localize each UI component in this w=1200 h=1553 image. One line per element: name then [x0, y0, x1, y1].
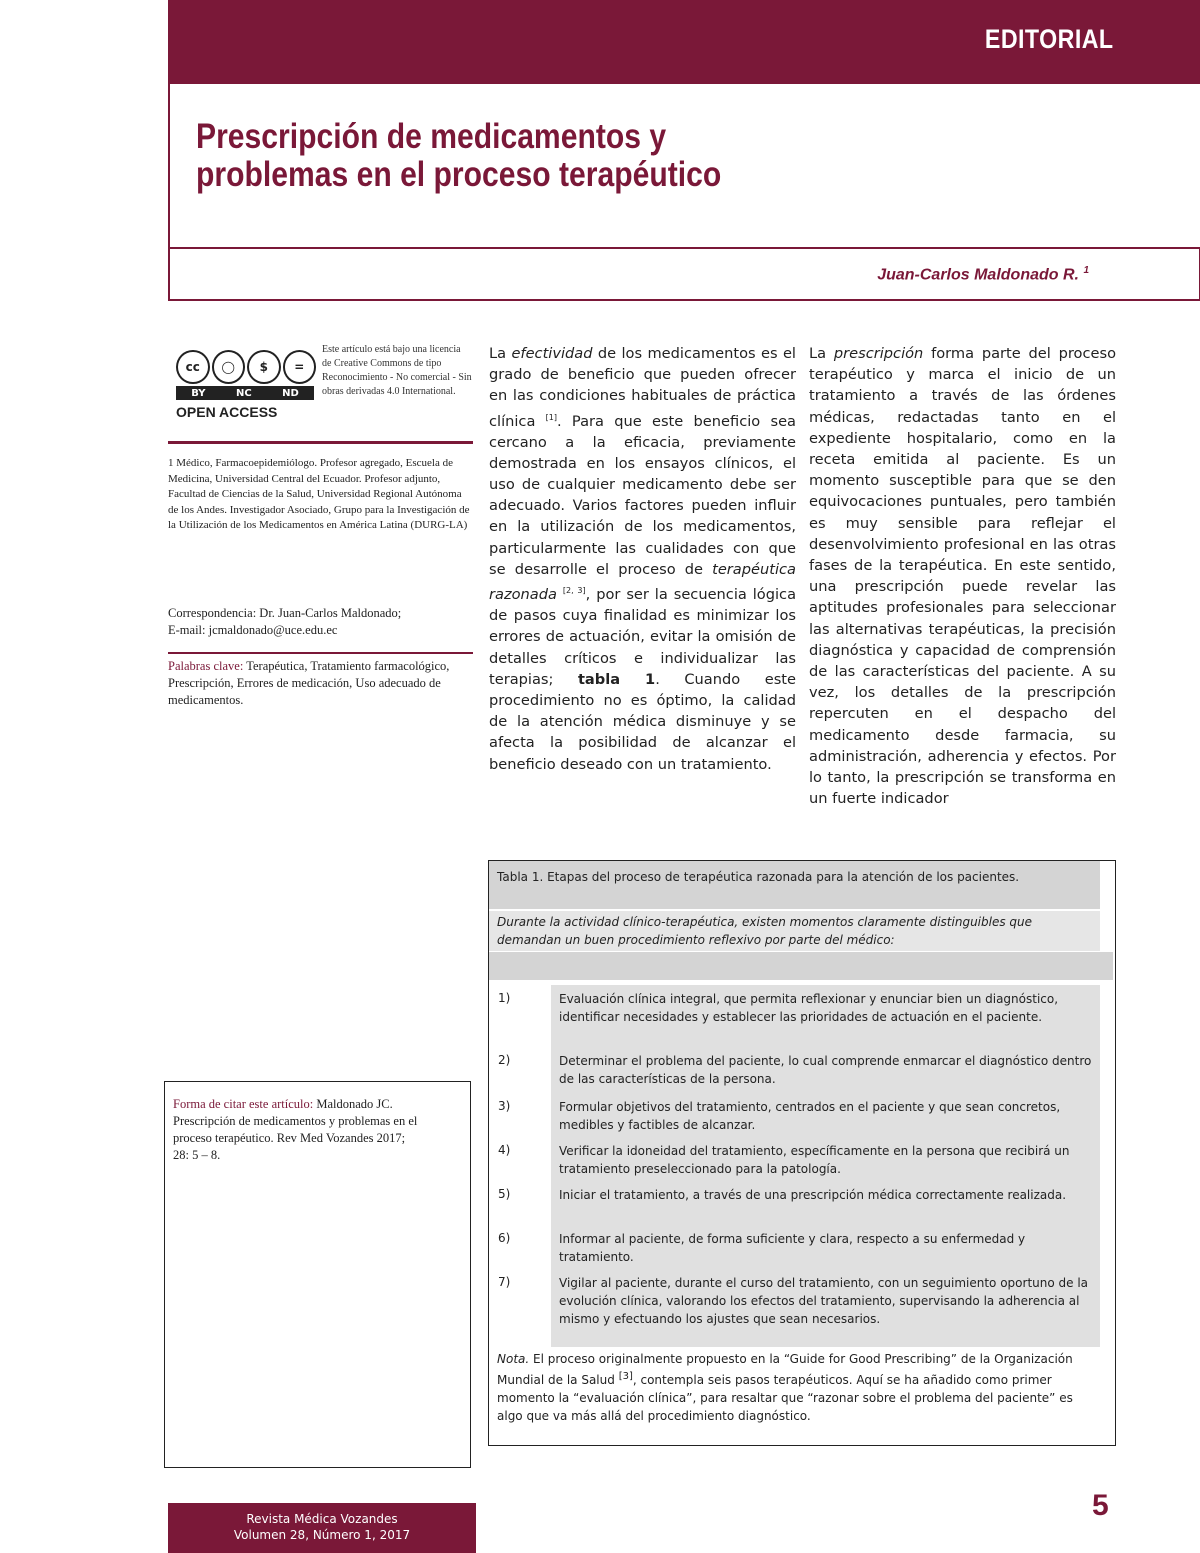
- table-header-spacer-edge: [1100, 952, 1113, 980]
- table-row: [489, 1269, 1100, 1347]
- attribution-icon: ◯: [212, 350, 246, 384]
- row-number: 3): [498, 1099, 511, 1113]
- noncommercial-icon: $: [247, 350, 281, 384]
- table-row: [489, 1093, 1100, 1137]
- citation-text: [173, 1096, 423, 1164]
- table-1: [488, 860, 1116, 1446]
- table-row: [489, 1137, 1100, 1181]
- article-title: Prescripción de medicamentos y problemas en el proceso terapéutico: [196, 117, 722, 194]
- table-row: [489, 1225, 1100, 1269]
- term-efectividad: efectividad: [511, 345, 593, 362]
- journal-volume: Volumen 28, Número 1, 2017: [233, 1528, 411, 1542]
- keywords-label: Palabras clave:: [168, 659, 244, 673]
- row-text: Formular objetivos del tratamiento, centrados en el paciente y que sean concretos, medibles y factibles de alcanzar.: [551, 1093, 1100, 1137]
- page-number: 5: [1092, 1489, 1109, 1522]
- sidebar-divider: [168, 441, 473, 444]
- keywords: [168, 658, 468, 709]
- term-prescripcion: prescripción: [833, 345, 924, 362]
- table-note: Nota. El proceso originalmente propuesto en la “Guide for Good Prescribing” de la Organización Mundial de la Salud [3], contempla seis pasos terapéuticos. Aquí se ha añadido como primer momento la “evaluación clínica”, para resaltar que “razonar sobre el problema del paciente” es algo que va más allá del procedimiento diagnóstico.: [497, 1352, 1073, 1423]
- creative-commons-icon: cc: [176, 350, 210, 384]
- table-caption: Tabla 1. Etapas del proceso de terapéutica razonada para la atención de los pacientes.: [489, 861, 1100, 909]
- journal-footer: [168, 1503, 476, 1553]
- correspondence-name: Correspondencia: Dr. Juan-Carlos Maldonado;: [168, 606, 402, 620]
- citation-body: Maldonado JC. Prescripción de medicamentos y problemas en el proceso terapéutico. Rev Med Vozandes 2017; 28: 5 – 8.: [173, 1097, 418, 1162]
- row-number: 4): [498, 1143, 511, 1157]
- noderivatives-icon: =: [283, 350, 317, 384]
- author-affiliation: 1 Médico, Farmacoepidemiólogo. Profesor agregado, Escuela de Medicina, Universidad Central del Ecuador. Profesor adjunto, Facultad de Ciencias de la Salud, Universidad Regional Autónoma de los Andes. Investigador Asociado, Grupo para la Investigación de la Utilización de los Medicamentos en América Latina (DURG-LA): [168, 457, 470, 531]
- note-label: Nota.: [497, 1352, 530, 1366]
- correspondence-email[interactable]: E-mail: jcmaldonado@uce.edu.ec: [168, 623, 338, 637]
- table-1-link[interactable]: tabla 1: [577, 670, 656, 688]
- row-number: 7): [498, 1275, 511, 1289]
- correspondence: [168, 605, 473, 639]
- row-text: Informar al paciente, de forma suficiente y clara, respecto a su enfermedad y tratamiento.: [551, 1225, 1100, 1269]
- row-number: 5): [498, 1187, 511, 1201]
- citation-label: Forma de citar este artículo:: [173, 1097, 314, 1111]
- citation-box: [164, 1081, 471, 1468]
- header-bar: [168, 0, 1200, 84]
- row-text: Vigilar al paciente, durante el curso del tratamiento, con un seguimiento oportuno de la evolución clínica, valorando los efectos del tratamiento, supervisando la adherencia al mismo y efectuando los ajustes que sean necesarios.: [551, 1269, 1100, 1347]
- keywords-text: Terapéutica, Tratamiento farmacológico, Prescripción, Errores de medicación, Uso adecuado de medicamentos.: [168, 659, 450, 707]
- body-column-2: La prescripción forma parte del proceso terapéutico y marca el inicio de un tratamiento a través de las órdenes médicas, redactadas tanto en el expediente hospitalario, como en la receta emitida al paciente. Es un momento susceptible para que se den equivocaciones puntuales, pero también es muy sensible para reflejar el desenvolvimiento profesional en las otras fases de la terapéutica. En este sentido, una prescripción puede revelar las aptitudes profesionales para seleccionar las alternativas terapéuticas, la precisión diagnóstica y capacidad de comprensión de las características del paciente. A su vez, los detalles de la prescripción repercuten en el despacho del medicamento desde farmacia, su administración, adherencia y efectos. Por lo tanto, la prescripción se transforma en un fuerte indicador: [809, 345, 1116, 808]
- keywords-divider: [168, 652, 473, 654]
- author-box: [168, 247, 1200, 301]
- section-label: EDITORIAL: [985, 24, 1114, 54]
- row-text: Evaluación clínica integral, que permita reflexionar y enunciar bien un diagnóstico, identificar necesidades y establecer las prioridades de actuación en el paciente.: [551, 985, 1100, 1047]
- row-text: Verificar la idoneidad del tratamiento, específicamente en la persona que recibirá un tratamiento preseleccionado para la patología.: [551, 1137, 1100, 1181]
- row-number: 2): [498, 1053, 511, 1067]
- reference-1[interactable]: [1]: [545, 412, 558, 422]
- term-terapeutica-razonada: terapéutica razonada: [489, 560, 796, 603]
- journal-name: Revista Médica Vozandes: [246, 1512, 398, 1526]
- author-affiliation-marker: 1: [1083, 265, 1089, 276]
- author-name: Juan-Carlos Maldonado R. $^1$: [877, 265, 1089, 284]
- cc-nc-label: NC: [235, 387, 252, 399]
- table-row: [489, 1047, 1100, 1093]
- body-column-1: La efectividad de los medicamentos es el grado de beneficio que pueden ofrecer en las condiciones habituales de práctica clínica [1]. Para que este beneficio sea cercano a la eficacia, previamente demostrada en los ensayos clínicos, el uso de cualquier medicamento debe ser adecuado. Varios factores pueden influir en la utilización de los medicamentos, particularmente las cualidades con que se desarrolle el proceso de terapéutica razonada [2, 3], por ser la secuencia lógica de pasos cuya finalidad es minimizar los errores de actuación, evitar la omisión de detalles críticos e individualizar las terapias; tabla 1. Cuando este procedimiento no es óptimo, la calidad de la atención médica disminuye y se afecta la posibilidad de alcanzar el beneficio deseado con un tratamiento.: [489, 345, 797, 773]
- table-row: [489, 1181, 1100, 1225]
- row-text: Determinar el problema del paciente, lo cual comprende enmarcar el diagnóstico dentro de las características de la persona.: [551, 1047, 1100, 1093]
- reference-2-3[interactable]: [2, 3]: [562, 586, 586, 596]
- cc-nd-label: ND: [282, 387, 299, 399]
- row-text: Iniciar el tratamiento, a través de una prescripción médica correctamente realizada.: [551, 1181, 1100, 1225]
- table-header-spacer: [489, 952, 1100, 980]
- open-access-label: OPEN ACCESS: [176, 404, 278, 420]
- table-intro: Durante la actividad clínico-terapéutica, existen momentos claramente distinguibles que demandan un buen procedimiento reflexivo por parte del médico:: [489, 911, 1100, 951]
- row-number: 6): [498, 1231, 511, 1245]
- license-text: Este artículo está bajo una licencia de Creative Commons de tipo Reconocimiento - No comercial - Sin obras derivadas 4.0 International.: [322, 344, 472, 397]
- reference-3[interactable]: [3]: [618, 1371, 633, 1382]
- row-number: 1): [498, 991, 511, 1005]
- cc-label-strip: [176, 386, 314, 400]
- table-row: [489, 985, 1100, 1047]
- cc-by-label: BY: [191, 387, 206, 399]
